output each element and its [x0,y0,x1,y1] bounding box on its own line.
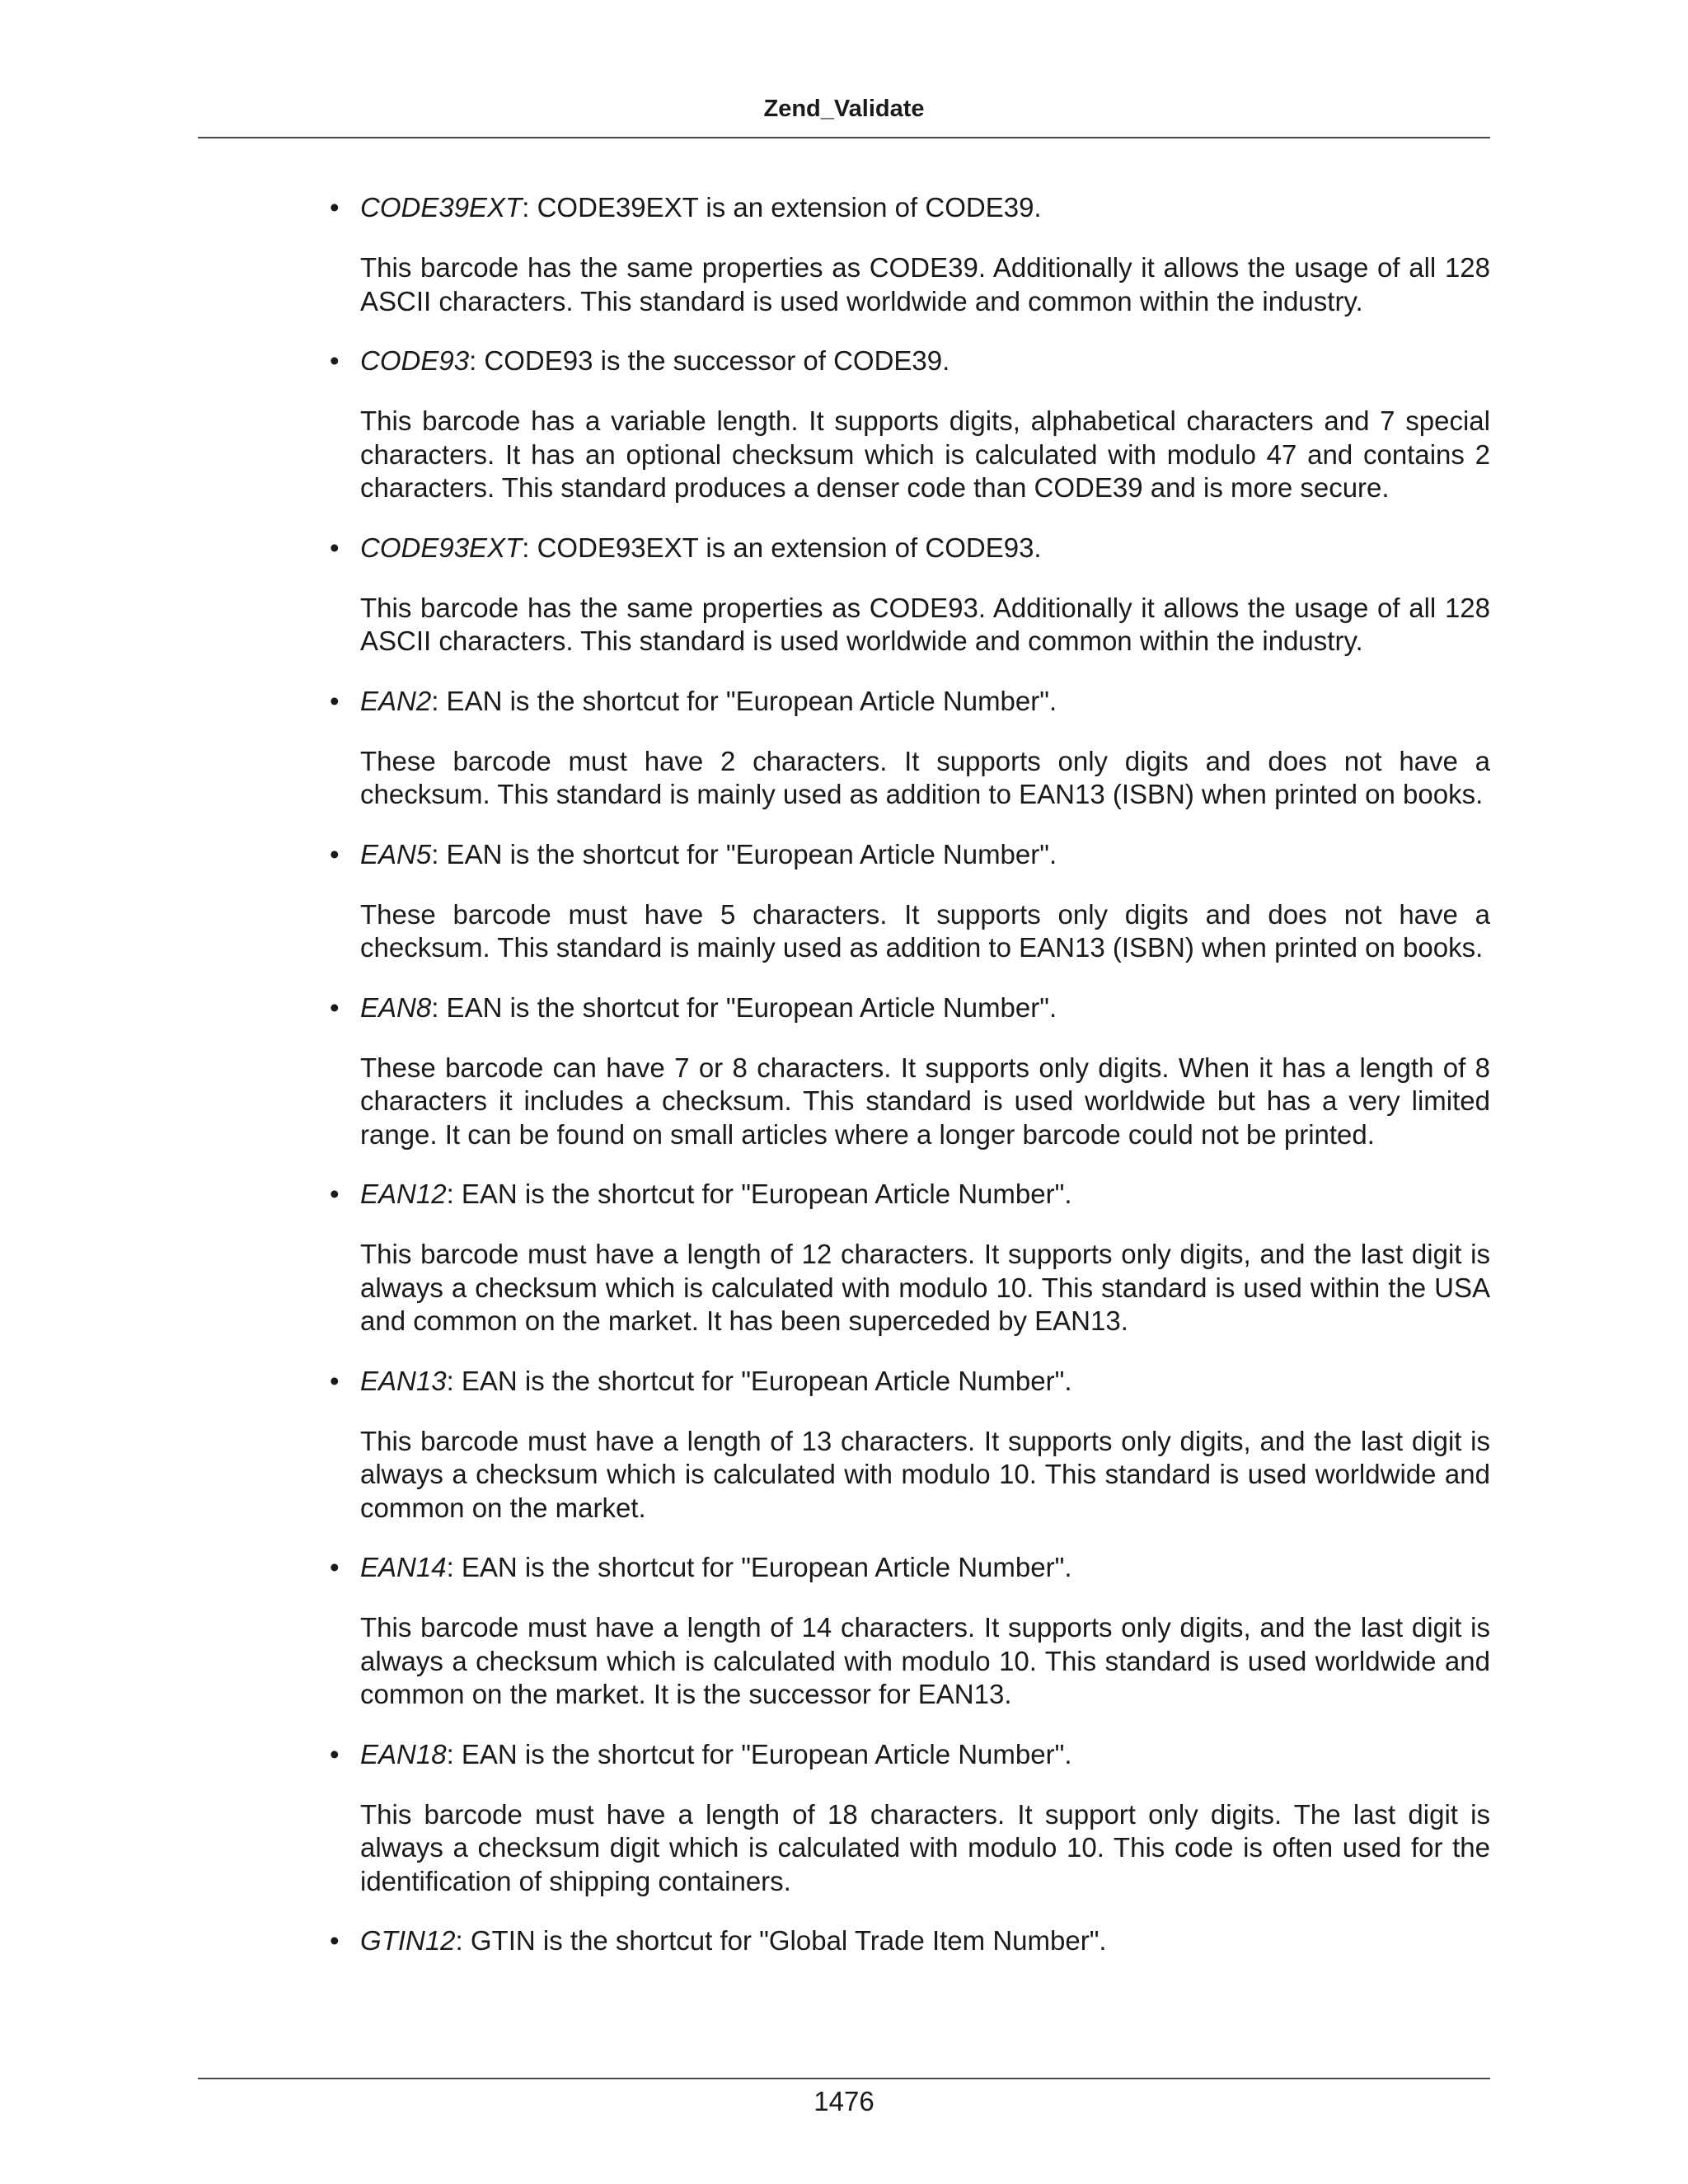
list-item-code39ext [330,191,1490,318]
list-item-code93ext [330,532,1490,658]
bullet-icon: • [330,991,340,1023]
list-item-code93 [330,344,1490,505]
adapter-term: EAN14 [360,1552,447,1582]
list-item-title [330,191,1490,224]
adapter-description: This barcode must have a length of 13 characters. It supports only digits, and the last digit is always a checksum which is calculated with modulo 10. This standard is used worldwide and common on the market. [360,1425,1490,1523]
adapter-term: EAN8 [360,991,432,1023]
adapter-summary: : EAN is the shortcut for "European Article Number". [446,1552,1072,1582]
adapter-summary: : EAN is the shortcut for "European Article Number". [431,838,1057,869]
bullet-icon: • [330,1365,340,1396]
list-item-title [330,685,1490,718]
list-item-title [330,1738,1490,1771]
list-item-title [330,1365,1490,1398]
adapter-term: EAN12 [360,1179,447,1209]
adapter-description: This barcode must have a length of 18 characters. It support only digits. The last digit is always a checksum digit which is calculated with modulo 10. This code is often used for the identification of shipping containers. [360,1798,1490,1896]
adapter-summary: : EAN is the shortcut for "European Article Number". [446,1365,1072,1396]
bullet-icon: • [330,1552,340,1582]
adapter-description: This barcode has the same properties as CODE39. Additionally it allows the usage of all 128 ASCII characters. This standard is used worldwide and common within the industry. [360,252,1490,316]
list-item-title [330,1178,1490,1211]
list-item-ean14 [330,1551,1490,1712]
list-item-ean12 [330,1178,1490,1338]
list-item-ean8 [330,991,1490,1152]
list-item-title [330,1551,1490,1584]
footer-divider [198,2078,1490,2079]
barcode-adapter-list [330,191,1490,1985]
list-item-title [330,344,1490,377]
bullet-icon: • [330,1179,340,1209]
bullet-icon: • [330,685,340,716]
adapter-description: This barcode must have a length of 12 characters. It supports only digits, and the last digit is always a checksum which is calculated with modulo 10. This standard is used within the USA and common on the market. It has been superceded by EAN13. [360,1239,1490,1336]
bullet-icon: • [330,192,340,223]
page-number: 1476 [814,2086,874,2116]
adapter-summary: : EAN is the shortcut for "European Article Number". [431,685,1057,716]
list-item-title [330,991,1490,1024]
adapter-term: EAN5 [360,838,432,869]
bullet-icon: • [330,345,340,376]
list-item-title [330,838,1490,871]
list-item-gtin12 [330,1924,1490,1957]
adapter-description: These barcode can have 7 or 8 characters. It supports only digits. When it has a length of 8 characters it includes a checksum. This standard is used worldwide but has a very limited range. It can be found on small articles where a longer barcode could not be printed. [360,1052,1490,1150]
adapter-summary: : EAN is the shortcut for "European Article Number". [446,1179,1072,1209]
adapter-term: CODE93EXT [360,532,523,563]
list-item-ean18 [330,1738,1490,1899]
adapter-description: These barcode must have 5 characters. It supports only digits and does not have a checksum. This standard is mainly used as addition to EAN13 (ISBN) when printed on books. [360,898,1490,963]
adapter-description: This barcode has the same properties as CODE93. Additionally it allows the usage of all 128 ASCII characters. This standard is used worldwide and common within the industry. [360,592,1490,656]
adapter-term: EAN2 [360,685,432,716]
adapter-summary: : EAN is the shortcut for "European Article Number". [431,991,1057,1023]
header-divider [198,137,1490,138]
adapter-term: CODE93 [360,345,470,376]
list-item-ean2 [330,685,1490,812]
adapter-term: EAN18 [360,1738,447,1769]
adapter-description: This barcode has a variable length. It supports digits, alphabetical characters and 7 special characters. It has an optional checksum which is calculated with modulo 47 and contains 2 characters. This standard produces a denser code than CODE39 and is more secure. [360,405,1490,503]
adapter-term: CODE39EXT [360,192,523,223]
adapter-summary: : EAN is the shortcut for "European Article Number". [446,1738,1072,1769]
adapter-term: GTIN12 [360,1925,456,1956]
adapter-summary: : GTIN is the shortcut for "Global Trade Item Number". [455,1925,1107,1956]
adapter-summary: : CODE39EXT is an extension of CODE39. [522,192,1042,223]
page-header-title: Zend_Validate [763,96,925,122]
bullet-icon: • [330,532,340,563]
adapter-summary: : CODE93EXT is an extension of CODE93. [522,532,1042,563]
adapter-description: These barcode must have 2 characters. It supports only digits and does not have a checksum. This standard is mainly used as addition to EAN13 (ISBN) when printed on books. [360,745,1490,809]
bullet-icon: • [330,1925,340,1956]
list-item-title [330,1924,1490,1957]
list-item-title [330,532,1490,565]
adapter-summary: : CODE93 is the successor of CODE39. [469,345,950,376]
bullet-icon: • [330,838,340,869]
bullet-icon: • [330,1738,340,1769]
adapter-description: This barcode must have a length of 14 characters. It supports only digits, and the last digit is always a checksum which is calculated with modulo 10. This standard is used worldwide and common on the market. It is the successor for EAN13. [360,1612,1490,1709]
adapter-term: EAN13 [360,1365,447,1396]
list-item-ean5 [330,838,1490,965]
list-item-ean13 [330,1365,1490,1526]
